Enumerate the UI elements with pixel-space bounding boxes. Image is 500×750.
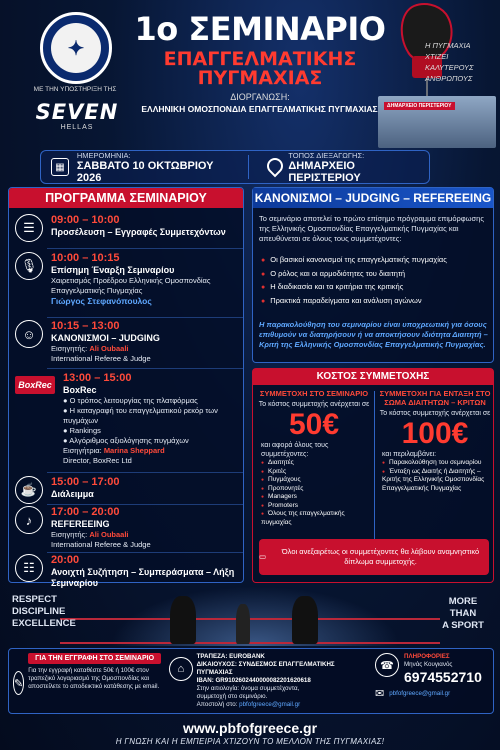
contact-phone[interactable]: 6974552710 bbox=[404, 669, 482, 685]
bank-holder: ΔΙΚΑΙΟΥΧΟΣ: ΣΥΝΔΕΣΜΟΣ ΕΠΑΓΓΕΛΜΑΤΙΚΗΣ ΠΥΓΜΑΧΙΑΣ bbox=[196, 661, 335, 676]
registration-info bbox=[13, 653, 161, 711]
schedule-title: Διάλειμμα bbox=[51, 489, 94, 499]
cost-left-bullet: ● Διαιτητές bbox=[261, 459, 373, 468]
organizer-name: ΕΛΛΗΝΙΚΗ ΟΜΟΣΠΟΝΔΙΑ ΕΠΑΓΓΕΛΜΑΤΙΚΗΣ ΠΥΓΜΑΧΙΑΣ bbox=[141, 104, 378, 114]
cost-heading: ΚΟΣΤΟΣ ΣΥΜΜΕΤΟΧΗΣ bbox=[253, 369, 493, 385]
cost-panel bbox=[252, 368, 494, 583]
schedule-item bbox=[15, 506, 241, 550]
event-info-bar bbox=[40, 150, 430, 184]
ring-ropes bbox=[60, 618, 440, 644]
bank-iban: IBAN: GR9102602440000082201620618 bbox=[196, 677, 311, 684]
cost-right-sub: Το κόστος συμμετοχής ανέρχεται σε bbox=[379, 410, 491, 417]
cost-left-bullet: ● Πυγμάχους bbox=[261, 476, 373, 485]
schedule-time: 10:15 – 13:00 bbox=[51, 320, 120, 332]
schedule-item bbox=[15, 554, 241, 589]
schedule-title: Ανοιχτή Συζήτηση – Συμπεράσματα – Λήξη Σεμιναρίου bbox=[51, 567, 235, 588]
organizer-label: ΔΙΟΡΓΑΝΩΣΗ: bbox=[230, 92, 290, 102]
contact-info bbox=[375, 653, 491, 711]
bullet-item: ● Ο τρόπος λειτουργίας της πλατφόρμας bbox=[63, 396, 198, 405]
schedule-time: 17:00 – 20:00 bbox=[51, 506, 120, 518]
schedule-time: 10:00 – 10:15 bbox=[51, 252, 120, 264]
group-discussion-icon: ☷ bbox=[15, 554, 43, 582]
cost-right-heading: ΣΥΜΜΕΤΟΧΗ ΓΙΑ ΕΝΤΑΞΗ ΣΤΟ ΣΩΜΑ ΔΙΑΙΤΗΤΩΝ – ΚΡΙΤΩΝ bbox=[379, 389, 491, 407]
quote-text: Η ΠΥΓΜΑΧΙΑ ΧΤΙΖΕΙ ΚΑΛΥΤΕΡΟΥΣ ΑΝΘΡΩΠΟΥΣ bbox=[425, 41, 474, 83]
date-value: ΣΑΒΒΑΤΟ 10 ΟΚΤΩΒΡΙΟΥ 2026 bbox=[76, 159, 214, 184]
schedule-item bbox=[15, 476, 241, 504]
boxrec-logo: BoxRec bbox=[15, 376, 55, 394]
whistle-icon: ♪ bbox=[15, 506, 43, 534]
schedule-separator bbox=[47, 504, 243, 505]
cost-footnote-text: Όλοι ανεξαιρέτως οι συμμετέχοντες θα λάβουν αναμνηστικό δίπλωμα συμμετοχής. bbox=[281, 547, 480, 566]
venue-value: ΔΗΜΑΡΧΕΙΟ ΠΕΡΙΣΤΕΡΙΟΥ bbox=[288, 159, 361, 184]
registration-heading: ΓΙΑ ΤΗΝ ΕΓΓΡΑΦΗ ΣΤΟ ΣΕΜΙΝΑΡΙΟ bbox=[28, 653, 161, 664]
location-pin-icon bbox=[266, 158, 280, 176]
schedule-item bbox=[15, 214, 241, 242]
page-title: 1ο ΣΕΜΙΝΑΡΙΟ bbox=[134, 10, 386, 48]
contact-heading: ΠΛΗΡΟΦΟΡΙΕΣ bbox=[404, 653, 450, 660]
page-subtitle: ΕΠΑΓΓΕΛΜΑΤΙΚΗΣ ΠΥΓΜΑΧΙΑΣ bbox=[163, 48, 357, 89]
building-image bbox=[378, 96, 496, 148]
rules-highlight: Η παρακολούθηση του σεμιναρίου είναι υποχρεωτική για όσους επιθυμούν να διατηρήσουν ή να αποκτήσουν ιδιότητα Διαιτητή – Κριτή της Ελληνικής Ομοσπονδίας Επαγγελματικής Πυγμαχίας. bbox=[259, 320, 488, 349]
cost-left-sub: Το κόστος συμμετοχής ανέρχεται σε bbox=[258, 401, 370, 408]
support-label: ΜΕ ΤΗΝ ΥΠΟΣΤΗΡΙΞΗ ΤΗΣ bbox=[33, 86, 117, 93]
clipboard-icon: ☰ bbox=[15, 214, 43, 242]
boxer-left-figure bbox=[170, 596, 196, 644]
rules-intro: Το σεμινάριο αποτελεί το πρώτο επίσημο πρόγραμμα επιμόρφωσης της Ελληνικής Ομοσπονδίας Επαγγελματικής Πυγμαχίας και απευθύνεται σε όλους τους συμμετέχοντες: bbox=[259, 214, 484, 243]
cost-left-heading: ΣΥΜΜΕΤΟΧΗ ΣΤΟ ΣΕΜΙΝΑΡΙΟ bbox=[259, 389, 369, 398]
boxer-right-figure bbox=[292, 596, 318, 644]
cost-referee bbox=[376, 389, 494, 557]
schedule-person: Γιώργος Στεφανόπουλος bbox=[51, 296, 152, 306]
cost-right-includes: και περιλαμβάνει: bbox=[382, 451, 437, 458]
cost-left-amount: 50€ bbox=[288, 408, 340, 441]
speaker-name: Ali Oubaali bbox=[89, 344, 129, 353]
rules-bullet: ● Η διαδικασία και τα κριτήρια της κριτικής bbox=[261, 281, 491, 295]
greece-map-icon: ✦ bbox=[51, 23, 101, 73]
cost-left-bullet: ● Promoters bbox=[261, 502, 373, 511]
schedule-desc: Χαιρετισμός Προέδρου Ελληνικής Ομοσπονδίας Επαγγελματικής Πυγμαχίας bbox=[51, 276, 211, 295]
schedule-time: 20:00 bbox=[51, 554, 80, 566]
bank-email-label: Αποστολή στο: bbox=[196, 701, 238, 708]
bank-note: Στην αιτιολογία: όνομα συμμετέχοντα, bbox=[196, 685, 300, 692]
registration-text: Για την εγγραφή καταθέστε 50€ ή 100€ στον τραπεζικό λογαριασμό της Ομοσπονδίας και αποστείλετε το αποδεικτικό κατάθεσης με email. bbox=[28, 667, 160, 690]
rules-bullet: ● Ο ρόλος και οι αρμοδιότητες του διαιτητή bbox=[261, 268, 491, 282]
cost-seminar bbox=[255, 389, 373, 557]
referee-figure bbox=[236, 604, 250, 644]
calendar-icon: ▦ bbox=[51, 158, 69, 176]
rules-bullet: ● Πρακτικά παραδείγματα και ανάλυση αγώνων bbox=[261, 295, 491, 309]
speaker-role: International Referee & Judge bbox=[51, 354, 151, 363]
cost-left-bullet: ● Κριτές bbox=[261, 468, 373, 477]
rules-heading: ΚΑΝΟΝΙΣΜΟΙ – JUDGING – REFEREEING bbox=[253, 188, 493, 208]
speaker-label: Εισηγητής: bbox=[51, 530, 88, 539]
referee-icon: ☺ bbox=[15, 320, 43, 348]
microphone-icon: 🎙 bbox=[15, 252, 43, 280]
schedule-separator bbox=[47, 248, 243, 249]
schedule-heading: ΠΡΟΓΡΑΜΜΑ ΣΕΜΙΝΑΡΙΟΥ bbox=[9, 188, 243, 208]
cost-divider bbox=[374, 391, 375, 556]
motto-right: MORE THAN A SPORT bbox=[442, 596, 484, 631]
schedule-separator bbox=[47, 552, 243, 553]
date-info bbox=[41, 151, 240, 183]
building-sign: ΔΗΜΑΡΧΕΙΟ ΠΕΡΙΣΤΕΡΙΟΥ bbox=[384, 102, 455, 110]
website-link[interactable]: www.pbfofgreece.gr bbox=[182, 720, 318, 736]
diploma-icon: ▭ bbox=[259, 552, 267, 561]
schedule-panel bbox=[8, 187, 244, 588]
speaker-label: Εισηγητής: bbox=[51, 344, 88, 353]
speaker-role: Director, BoxRec Ltd bbox=[63, 456, 132, 465]
bank-info bbox=[169, 653, 369, 711]
cost-left-bullet: ● Προπονητές bbox=[261, 485, 373, 494]
schedule-title: BoxRec bbox=[63, 385, 97, 395]
email-icon: ✉ bbox=[375, 688, 385, 700]
schedule-separator bbox=[47, 472, 243, 473]
venue-label: ΤΟΠΟΣ ΔΙΕΞΑΓΩΓΗΣ: bbox=[288, 150, 365, 160]
date-label: ΗΜΕΡΟΜΗΝΙΑ: bbox=[76, 150, 131, 160]
cost-right-bullet: ● Ένταξη ως Διαιτής ή Διαιτητής – Κριτής της Ελληνικής Ομοσπονδίας Επαγγελματικής Πυγμαχίας bbox=[382, 468, 494, 494]
bullet-item: ● Rankings bbox=[63, 426, 101, 435]
schedule-title: Επίσημη Έναρξη Σεμιναρίου bbox=[51, 265, 175, 275]
coffee-icon: ☕ bbox=[15, 476, 43, 504]
footer-panel bbox=[8, 648, 494, 714]
info-divider bbox=[248, 155, 249, 179]
schedule-item bbox=[15, 320, 241, 364]
speaker-name: Marina Sheppard bbox=[103, 446, 165, 455]
contact-email-link[interactable]: pbfofgreece@gmail.gr bbox=[389, 689, 451, 697]
speaker-label: Εισηγήτρια: bbox=[63, 446, 102, 455]
bullet-item: ● Η καταγραφή του επαγγελματικού ρεκόρ των πυγμάχων bbox=[63, 406, 218, 425]
slogan-text: Η ΓΝΩΣΗ ΚΑΙ Η ΕΜΠΕΙΡΙΑ ΧΤΙΖΟΥΝ ΤΟ ΜΕΛΛΟΝ ΤΗΣ ΠΥΓΜΑΧΙΑΣ! bbox=[115, 737, 385, 746]
contact-name: Μηνάς Κουγιανός bbox=[404, 661, 453, 668]
phone-icon: ☎ bbox=[375, 653, 399, 677]
speaker-role: International Referee & Judge bbox=[51, 540, 151, 549]
rules-bullet: ● Οι βασικοί κανονισμοί της επαγγελματικής πυγμαχίας bbox=[261, 254, 491, 268]
schedule-separator bbox=[47, 317, 243, 318]
rules-panel bbox=[252, 187, 494, 363]
bank-email-link[interactable]: pbfofgreece@gmail.gr bbox=[239, 701, 301, 708]
motto-left: RESPECT DISCIPLINE EXCELLENCE bbox=[12, 594, 76, 629]
cost-footnote bbox=[259, 539, 489, 575]
cost-left-bullet: ● Όλους της επαγγελματικής πυγμαχίας bbox=[261, 510, 373, 527]
cost-left-includes: και αφορά όλους τους συμμετέχοντες: bbox=[261, 442, 329, 458]
schedule-item bbox=[15, 252, 241, 306]
cost-right-amount: 100€ bbox=[401, 417, 469, 450]
venue-info bbox=[256, 151, 429, 183]
schedule-title: REFEREEING bbox=[51, 519, 110, 529]
schedule-time: 15:00 – 17:00 bbox=[51, 476, 120, 488]
schedule-item bbox=[15, 372, 241, 466]
schedule-title: Προσέλευση – Εγγραφές Συμμετεχόντων bbox=[51, 227, 226, 237]
federation-logo bbox=[40, 12, 112, 84]
bank-icon: ⌂ bbox=[169, 657, 193, 681]
pen-icon: ✎ bbox=[13, 671, 24, 695]
sponsor-name: SEVEN bbox=[35, 100, 119, 124]
bullet-item: ● Αλγόριθμος αξιολόγησης πυγμάχων bbox=[63, 436, 189, 445]
sponsor-sub: HELLAS bbox=[60, 124, 94, 131]
schedule-title: ΚΑΝΟΝΙΣΜΟΙ – JUDGING bbox=[51, 333, 160, 343]
speaker-name: Ali Oubaali bbox=[89, 530, 129, 539]
rules-list bbox=[261, 254, 491, 308]
bank-label: ΤΡΑΠΕΖΑ: EUROBANK bbox=[196, 653, 265, 660]
schedule-separator bbox=[47, 368, 243, 369]
schedule-time: 13:00 – 15:00 bbox=[63, 372, 132, 384]
cost-left-bullet: ● Managers bbox=[261, 493, 373, 502]
schedule-time: 09:00 – 10:00 bbox=[51, 214, 120, 226]
bank-note: συμμετοχή στο σεμινάριο. bbox=[196, 693, 268, 700]
cost-right-bullet: ● Παρακολούθηση του σεμιναρίου bbox=[382, 459, 494, 468]
